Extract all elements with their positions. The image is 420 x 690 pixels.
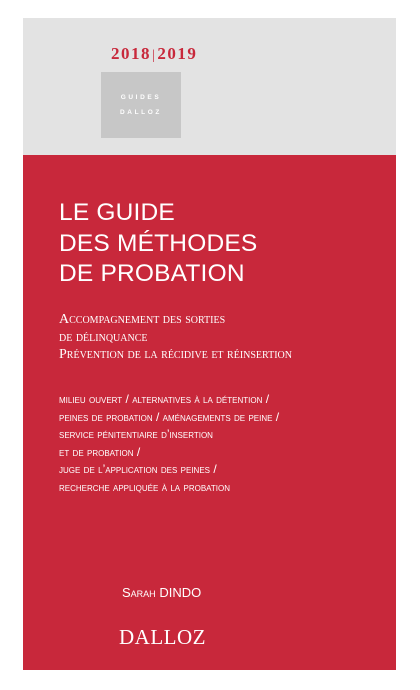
edition-year-separator: | <box>152 48 157 63</box>
title-line: LE GUIDE <box>59 199 175 226</box>
author-last-name: DINDO <box>159 585 202 600</box>
author-name <box>122 585 201 600</box>
author-first-name: Sarah <box>122 585 156 600</box>
title-line: DES MÉTHODES <box>59 229 258 257</box>
book-title <box>59 198 257 290</box>
topic-line: peines de probation / aménagements de peine / <box>59 409 280 424</box>
collection-badge <box>101 72 181 138</box>
collection-label-line1: GUIDES <box>120 94 162 101</box>
topic-line: service pénitentiaire d’insertion <box>59 427 213 441</box>
topic-list <box>59 391 279 496</box>
edition-year-first: 2018 <box>111 44 151 63</box>
topic-line: et de probation / <box>59 444 141 459</box>
collection-label-line2: DALLOZ <box>120 109 162 116</box>
subtitle-line: Prévention de la récidive et réinsertion <box>59 347 292 362</box>
book-cover <box>23 18 396 670</box>
publisher-logo: DALLOZ <box>119 625 206 649</box>
book-subtitle <box>59 311 292 364</box>
subtitle-line: de délinquance <box>59 329 148 345</box>
subtitle-line: Accompagnement des sorties <box>59 312 226 327</box>
edition-year-second: 2019 <box>157 44 198 63</box>
topic-line: recherche appliquée à la probation <box>59 479 231 494</box>
topic-line: milieu ouvert / alternatives à la détention / <box>59 392 270 406</box>
edition-year <box>111 44 197 64</box>
topic-line: juge de l’application des peines / <box>59 462 217 476</box>
cover-top-band <box>23 18 396 155</box>
title-line: DE PROBATION <box>59 260 245 287</box>
